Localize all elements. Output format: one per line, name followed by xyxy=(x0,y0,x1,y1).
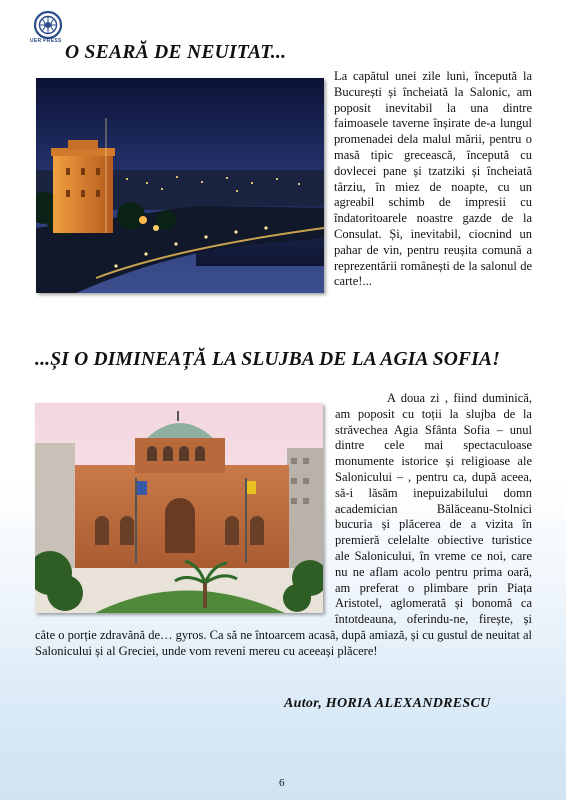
thessaloniki-night-photo xyxy=(36,78,324,293)
image-wrap-spacer xyxy=(35,391,335,613)
page-number: 6 xyxy=(279,777,285,789)
section2-paragraph xyxy=(35,391,532,660)
section1-title: O SEARĂ DE NEUITAT... xyxy=(65,42,287,63)
logo-text: UER PRESS xyxy=(30,38,62,44)
section2-text: A doua zi , fiind duminică, am poposit cu toții la slujba de la străvechea Agia Sfânta Sofia – unul dintre cele mai spectaculoase monumente istorice și religioase ale Salonicului – , pentru ca, după aceea, să-i lăsăm inepuizabilului domn academician Bălăceanu-Stolnici bucuria și plăcerea de a vizita în premieră celelalte obiective turistice ale Salonicului, în vreme ce noi, care nu ne aflam acolo pentru prima oară, am preferat o plimbare prin Piața Aristotel, aglomerată și bonomă ca întotdeauna, oferindu-ne, firește, și câte o porție zdravănă de… gyros. Ca să ne întoarcem acasă, după amiază, și cu gustul de neuitat al Salonicului și al Greciei, unde vom reveni mereu cu aceeași plăcere! xyxy=(35,391,532,658)
section2-title: ...ȘI O DIMINEAȚĂ LA SLUJBA DE LA AGIA SOFIA! xyxy=(35,349,501,370)
author-credit: Autor, HORIA ALEXANDRESCU xyxy=(284,696,491,711)
section1-paragraph: La capătul unei zile luni, începută la București și încheiată la Salonic, am poposit inevitabil la una dintre faimoasele taverne înșirate de-a lungul promenadei dela malul mării, pentru o masă tipic grecească, începută cu dovlecei pane și tzatziki și încheiată târziu, în miez de noapte, cu un agreabil schimb de impresii cu îndatoritoarele noastre gazde de la Consulat. Și, inevitabil, ciocnind un pahar de vin, pentru reușita comună a reprezentării românești de la salonul de carte!... xyxy=(334,69,532,289)
